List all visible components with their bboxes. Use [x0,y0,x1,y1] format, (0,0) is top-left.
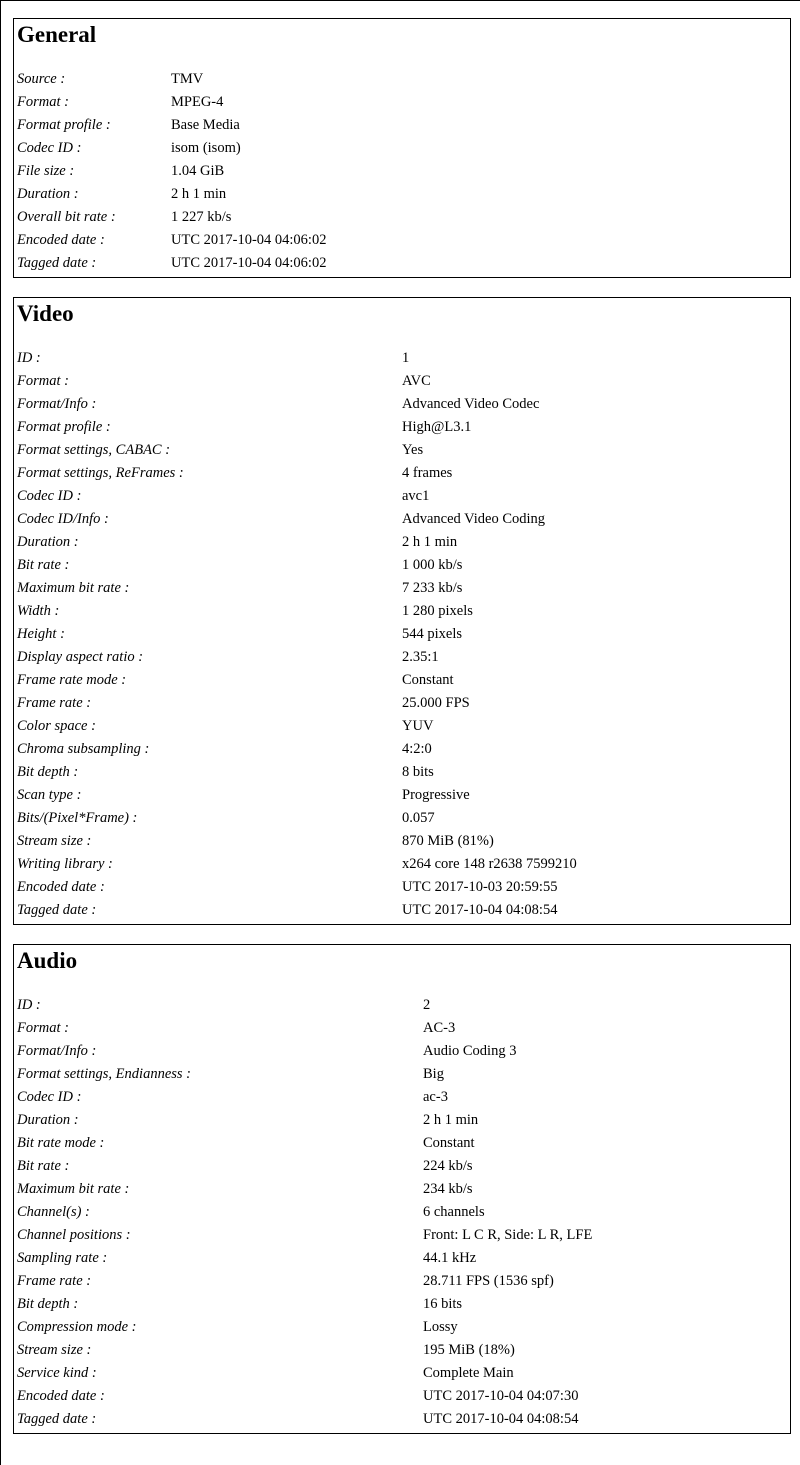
general-info-row [17,209,790,232]
audio-info-row [17,1043,790,1066]
field-value: UTC 2017-10-04 04:08:54 [402,902,558,918]
field-value: 25.000 FPS [402,695,470,711]
field-label: Tagged date : [17,902,97,918]
field-value: avc1 [402,488,430,504]
field-label: Codec ID : [17,488,82,504]
field-value: Advanced Video Coding [402,511,546,527]
field-value: UTC 2017-10-03 20:59:55 [402,879,558,895]
video-info-row [17,879,790,902]
field-label: File size : [17,163,75,179]
field-label: Format settings, CABAC : [17,442,171,458]
audio-info-row [17,1273,790,1296]
field-value: Front: L C R, Side: L R, LFE [423,1227,593,1243]
general-info-row [17,71,790,94]
general-info-row [17,94,790,117]
field-label: Tagged date : [17,1411,97,1427]
field-value: 8 bits [402,764,434,780]
general-rows [17,71,790,278]
video-section [13,297,791,925]
field-label: Writing library : [17,856,113,872]
field-label: Codec ID : [17,140,82,156]
field-label: Format : [17,373,69,389]
audio-info-row [17,1112,790,1135]
field-label: ID : [17,997,41,1013]
field-label: Maximum bit rate : [17,580,130,596]
video-info-row [17,672,790,695]
field-label: Channel(s) : [17,1204,90,1220]
field-value: AVC [402,373,431,389]
field-value: 28.711 FPS (1536 spf) [423,1273,554,1289]
field-label: Encoded date : [17,1388,105,1404]
video-info-row [17,741,790,764]
field-value: 7 233 kb/s [402,580,463,596]
field-value: TMV [171,71,204,87]
field-value: 544 pixels [402,626,463,642]
field-value: 1.04 GiB [171,163,225,179]
audio-info-row [17,997,790,1020]
field-label: Overall bit rate : [17,209,116,225]
audio-info-row [17,1411,790,1434]
field-value: 1 227 kb/s [171,209,232,225]
field-label: Duration : [17,1112,79,1128]
audio-info-row [17,1250,790,1273]
field-label: Width : [17,603,60,619]
field-value: Constant [423,1135,475,1151]
video-info-row [17,833,790,856]
field-label: Bit rate : [17,1158,70,1174]
field-label: Display aspect ratio : [17,649,144,665]
field-value: Progressive [402,787,470,803]
general-info-row [17,255,790,278]
field-value: 16 bits [423,1296,463,1312]
field-value: 44.1 kHz [423,1250,477,1266]
field-label: Format profile : [17,419,111,435]
general-info-row [17,117,790,140]
video-info-row [17,557,790,580]
audio-info-row [17,1158,790,1181]
field-label: Duration : [17,186,79,202]
field-value: High@L3.1 [402,419,472,435]
field-label: Bit depth : [17,1296,79,1312]
field-label: Bit depth : [17,764,79,780]
field-label: Codec ID : [17,1089,82,1105]
field-value: Big [423,1066,444,1082]
field-label: Codec ID/Info : [17,511,109,527]
audio-title: Audio [17,948,78,973]
field-label: Frame rate mode : [17,672,127,688]
field-label: Format/Info : [17,396,97,412]
field-value: 2 h 1 min [423,1112,479,1128]
field-value: UTC 2017-10-04 04:08:54 [423,1411,579,1427]
field-label: Encoded date : [17,232,105,248]
field-label: Encoded date : [17,879,105,895]
field-label: Frame rate : [17,695,92,711]
general-info-row [17,232,790,255]
video-info-row [17,626,790,649]
field-label: Duration : [17,534,79,550]
field-value: 4 frames [402,465,453,481]
general-info-row [17,186,790,209]
video-info-row [17,695,790,718]
field-value: 2.35:1 [402,649,439,665]
audio-info-row [17,1342,790,1365]
video-rows [17,350,790,925]
field-value: UTC 2017-10-04 04:06:02 [171,232,327,248]
field-label: Chroma subsampling : [17,741,150,757]
field-value: YUV [402,718,434,734]
video-info-row [17,580,790,603]
audio-info-row [17,1365,790,1388]
field-label: Frame rate : [17,1273,92,1289]
video-info-row [17,856,790,879]
video-info-row [17,764,790,787]
field-value: UTC 2017-10-04 04:07:30 [423,1388,579,1404]
field-value: 1 000 kb/s [402,557,463,573]
video-info-row [17,511,790,534]
field-label: ID : [17,350,41,366]
field-label: Channel positions : [17,1227,131,1243]
general-info-row [17,163,790,186]
field-value: ac-3 [423,1089,448,1105]
field-value: 2 h 1 min [402,534,458,550]
field-label: Tagged date : [17,255,97,271]
field-value: Complete Main [423,1365,514,1381]
field-value: 870 MiB (81%) [402,833,494,849]
field-value: 4:2:0 [402,741,432,757]
video-info-row [17,787,790,810]
video-info-row [17,534,790,557]
audio-info-row [17,1204,790,1227]
field-value: UTC 2017-10-04 04:06:02 [171,255,327,271]
video-info-row [17,465,790,488]
audio-info-row [17,1227,790,1250]
general-title: General [17,22,97,47]
field-label: Maximum bit rate : [17,1181,130,1197]
general-info-row [17,140,790,163]
field-value: MPEG-4 [171,94,224,110]
audio-info-row [17,1089,790,1112]
audio-section [13,944,791,1434]
audio-info-row [17,1181,790,1204]
field-value: 234 kb/s [423,1181,473,1197]
field-value: Audio Coding 3 [423,1043,517,1059]
field-label: Scan type : [17,787,82,803]
video-info-row [17,396,790,419]
field-value: 2 h 1 min [171,186,227,202]
field-value: Base Media [171,117,240,133]
field-value: Lossy [423,1319,458,1335]
audio-info-row [17,1020,790,1043]
field-label: Color space : [17,718,96,734]
field-value: 2 [423,997,431,1013]
field-label: Source : [17,71,66,87]
audio-rows [17,997,790,1434]
video-info-row [17,350,790,373]
video-info-row [17,419,790,442]
field-value: Yes [402,442,424,458]
field-value: 1 [402,350,410,366]
field-label: Format profile : [17,117,111,133]
field-value: Advanced Video Codec [402,396,540,412]
field-label: Compression mode : [17,1319,137,1335]
field-value: 224 kb/s [423,1158,473,1174]
field-value: 0.057 [402,810,435,826]
field-value: isom (isom) [171,140,241,156]
field-label: Stream size : [17,833,92,849]
audio-info-row [17,1066,790,1089]
video-info-row [17,488,790,511]
audio-info-row [17,1319,790,1342]
field-value: x264 core 148 r2638 7599210 [402,856,577,872]
audio-info-row [17,1135,790,1158]
field-label: Bits/(Pixel*Frame) : [17,810,138,826]
field-value: 6 channels [423,1204,485,1220]
video-info-row [17,603,790,626]
field-label: Bit rate : [17,557,70,573]
video-info-row [17,902,790,925]
video-info-row [17,442,790,465]
field-label: Format/Info : [17,1043,97,1059]
field-label: Format : [17,94,69,110]
audio-info-row [17,1388,790,1411]
video-info-row [17,810,790,833]
field-value: AC-3 [423,1020,456,1036]
field-label: Format settings, Endianness : [17,1066,191,1082]
video-info-row [17,649,790,672]
video-info-row [17,718,790,741]
field-label: Stream size : [17,1342,92,1358]
field-value: 1 280 pixels [402,603,473,619]
field-label: Format settings, ReFrames : [17,465,184,481]
field-value: 195 MiB (18%) [423,1342,515,1358]
field-label: Height : [17,626,65,642]
field-label: Format : [17,1020,69,1036]
field-value: Constant [402,672,454,688]
general-section [13,18,791,278]
field-label: Bit rate mode : [17,1135,105,1151]
field-label: Service kind : [17,1365,97,1381]
field-label: Sampling rate : [17,1250,108,1266]
video-title: Video [17,301,74,326]
audio-info-row [17,1296,790,1319]
video-info-row [17,373,790,396]
